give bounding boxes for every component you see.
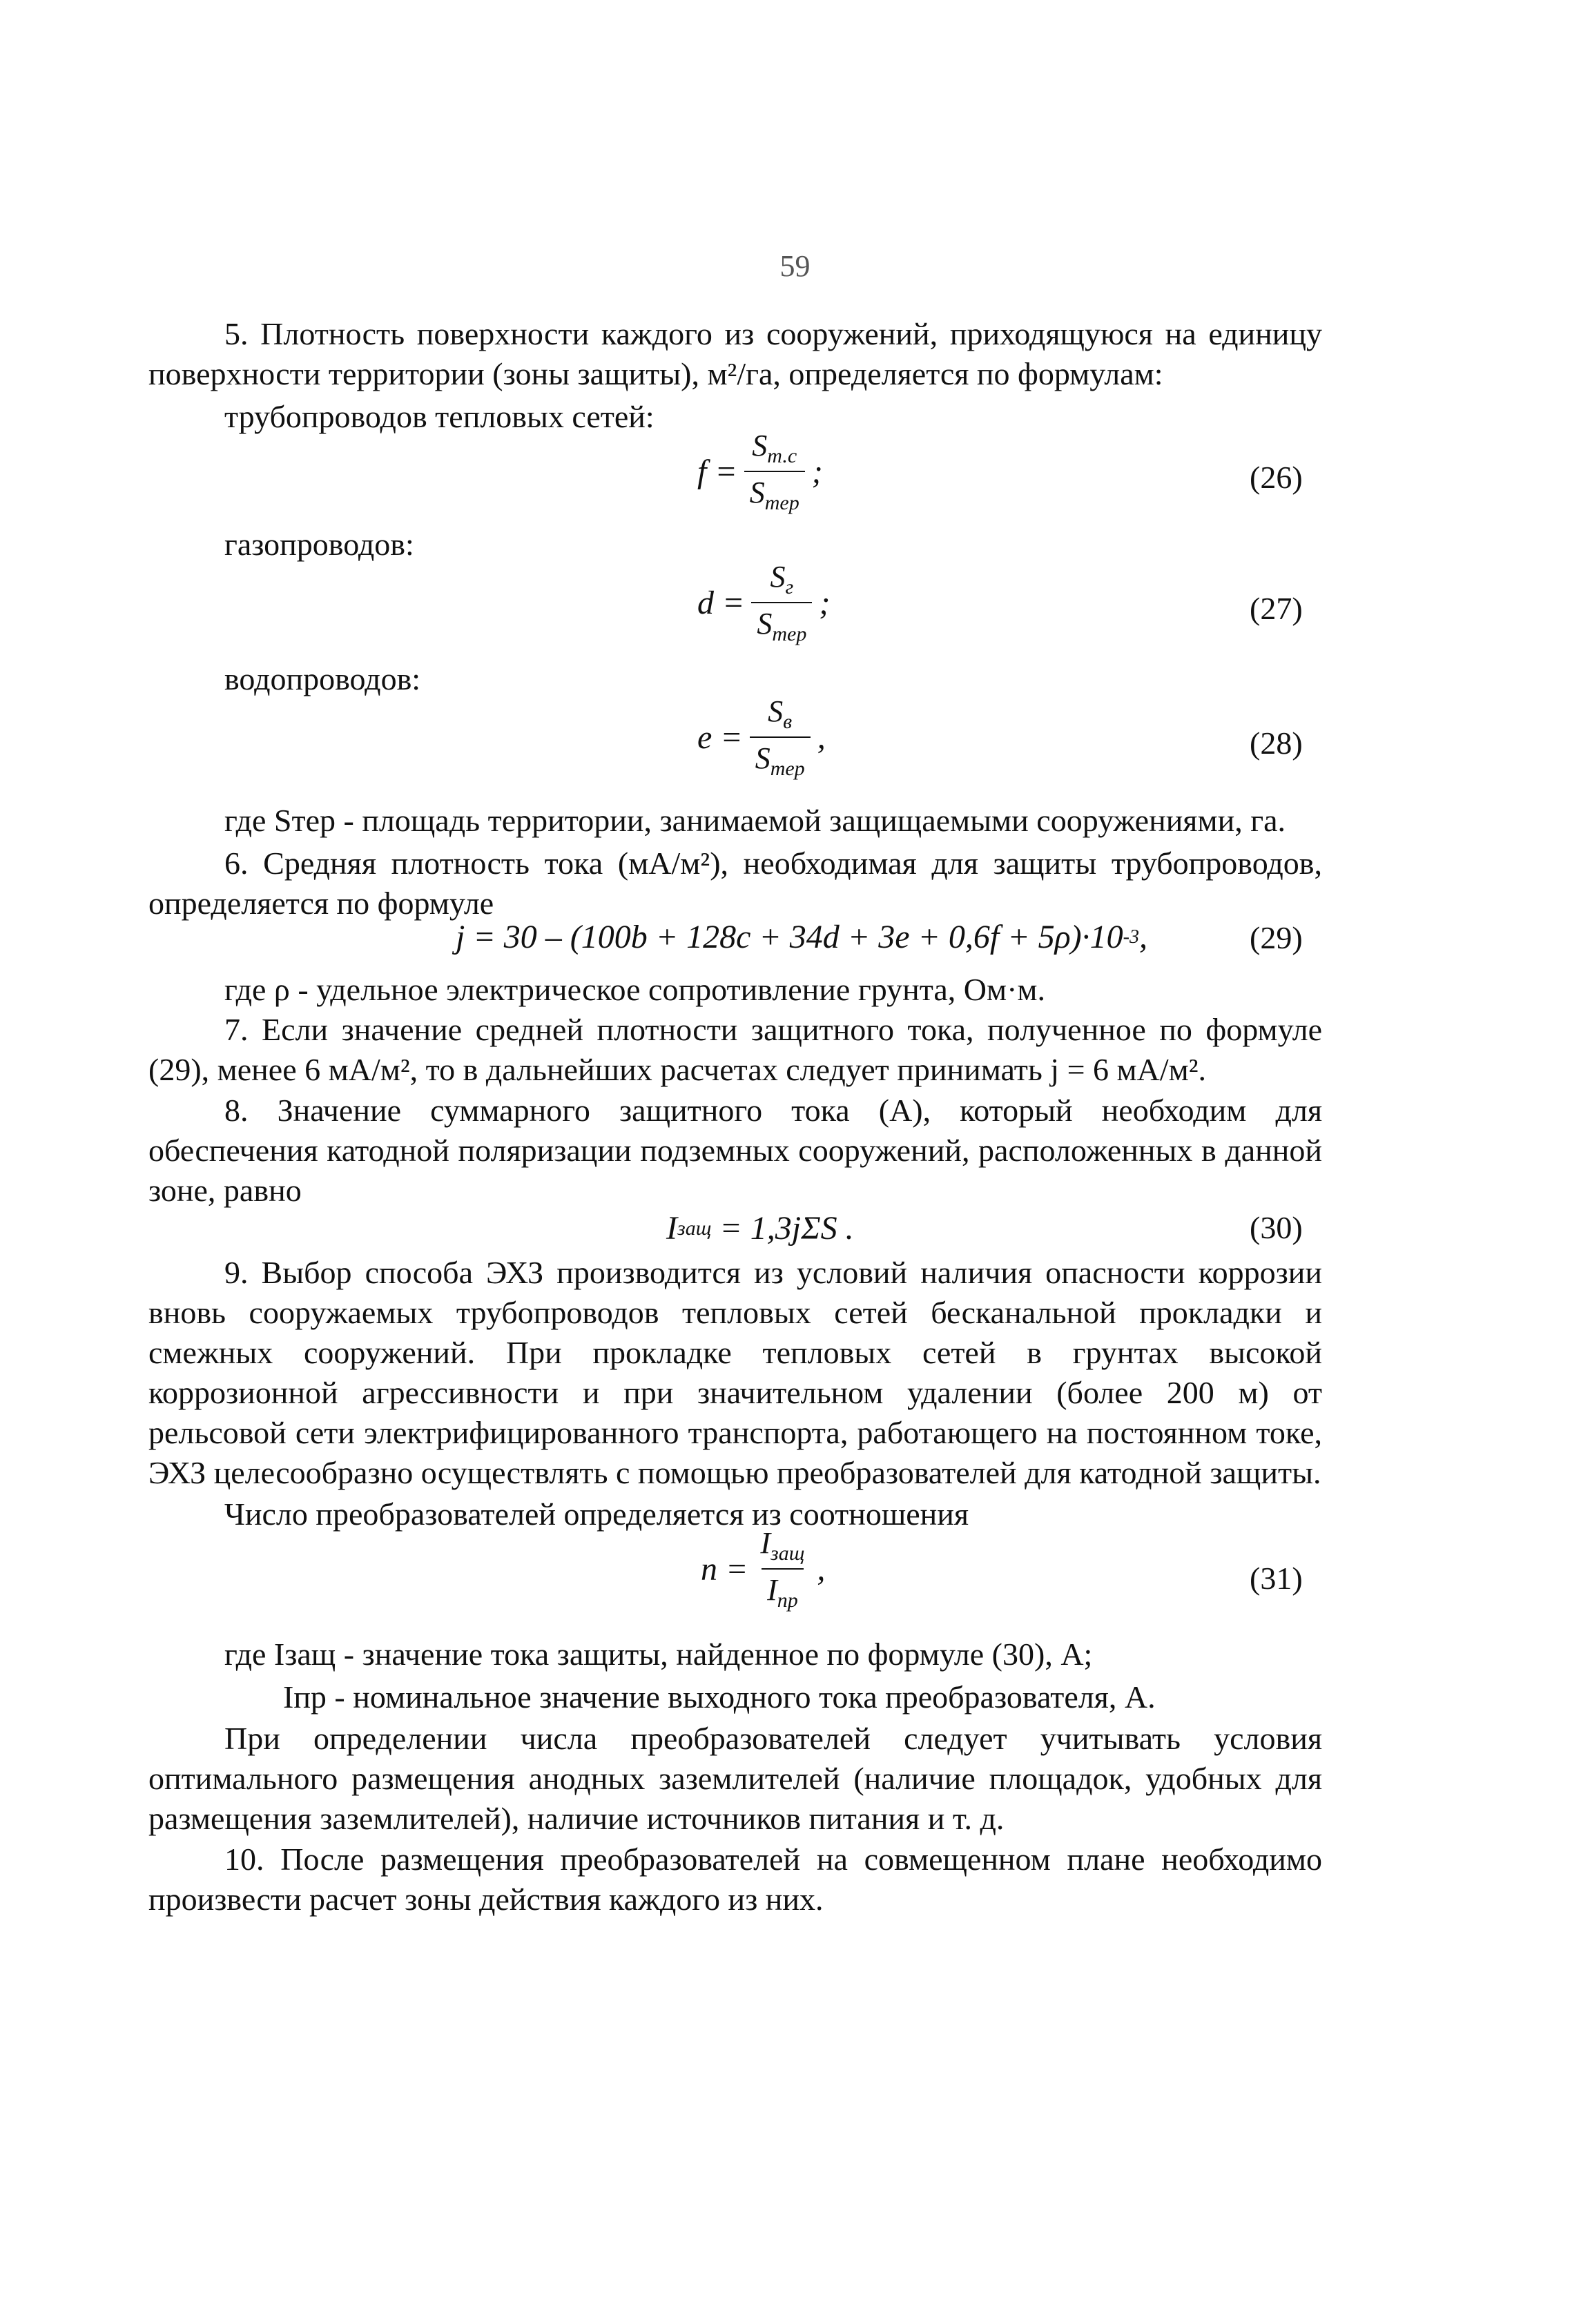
label-water-pipes: водопроводов: (224, 661, 421, 696)
formula-27-lhs: d = (697, 584, 745, 621)
formula-31: n = $\frac{I_{защ}}{I_{пр}}$ , (701, 1526, 826, 1612)
equation-number-28: (28) (1250, 725, 1303, 761)
label-heating-pipes: трубопроводов тепловых сетей: (224, 399, 655, 434)
paragraph-10: 10. После размещения преобразователей на совмещенном плане необходимо произвести расчет зоны действия каждого из них. (148, 1842, 1322, 1917)
label-gas-pipes: газопроводов: (224, 527, 414, 562)
formula-27-fraction: $\frac{S_г}{S_{тер}}$ (751, 559, 812, 646)
formula-27: d = $\frac{S_г}{S_{тер}}$ ; (697, 560, 831, 645)
paragraph-placement: При определении числа преобразователей следует учитывать условия оптимального размещения анодных заземлителей (наличие площадок, удобных для размещения заземлителей), наличие источников питания и т. д. (148, 1721, 1322, 1836)
where-i-zash: где Iзащ - значение тока защиты, найденное по формуле (30), А; (224, 1637, 1093, 1672)
equation-number-29: (29) (1250, 920, 1303, 955)
formula-29: j = 30 – (100b + 128c + 34d + 3e + 0,6f + 5ρ)·10 -3 , (456, 919, 1147, 955)
paragraph-converter-count: Число преобразователей определяется из соотношения (224, 1496, 969, 1532)
formula-30: I защ = 1,3jΣS . (666, 1210, 854, 1247)
paragraph-5: 5. Плотность поверхности каждого из сооружений, приходящуюся на единицу поверхности территории (зоны защиты), м²/га, определяется по формулам: (148, 316, 1322, 391)
equation-number-27: (27) (1250, 591, 1303, 626)
formula-31-lhs: n = (701, 1550, 748, 1588)
paragraph-7: 7. Если значение средней плотности защитного тока, полученное по формуле (29), менее 6 мА/м², то в дальнейших расчетах следует принимать j = 6 мА/м². (148, 1012, 1322, 1087)
where-rho: где ρ - удельное электрическое сопротивление грунта, Ом·м. (224, 972, 1046, 1007)
formula-26-fraction: $\frac{S_{т.с}}{S_{тер}}$ (744, 428, 805, 515)
formula-28-fraction: $\frac{S_в}{S_{тер}}$ (750, 694, 811, 781)
where-s-ter: где Sтер - площадь территории, занимаемой защищаемыми сооружениями, га. (224, 803, 1286, 838)
formula-31-fraction: $\frac{I_{защ}}{I_{пр}}$ (760, 1526, 805, 1612)
paragraph-9: 9. Выбор способа ЭХЗ производится из условий наличия опасности коррозии вновь сооружаемых трубопроводов тепловых сетей бесканальной прокладки и смежных сооружений. При прокладке тепловых сетей в грунтах высокой коррозионной агрессивности и при значительном удалении (более 200 м) от рельсовой сети электрифицированного транспорта, работающего на постоянном токе, ЭХЗ целесообразно осуществлять с помощью преобразователей для катодной защиты. (148, 1255, 1322, 1490)
formula-26-lhs: f = (697, 453, 737, 490)
paragraph-8: 8. Значение суммарного защитного тока (А), который необходим для обеспечения катодной поляризации подземных сооружений, расположенных в данной зоне, равно (148, 1093, 1322, 1208)
equation-number-26: (26) (1250, 460, 1303, 495)
paragraph-6: 6. Средняя плотность тока (мА/м²), необходимая для защиты трубопроводов, определяется по формуле (148, 846, 1322, 921)
equation-number-30: (30) (1250, 1210, 1303, 1245)
formula-28-lhs: e = (697, 719, 743, 756)
formula-26: f = $\frac{S_{т.с}}{S_{тер}}$ ; (697, 429, 823, 514)
formula-28: e = $\frac{S_в}{S_{тер}}$ , (697, 694, 826, 780)
where-i-pr: Iпр - номинальное значение выходного тока преобразователя, А. (283, 1679, 1156, 1715)
equation-number-31: (31) (1250, 1561, 1303, 1596)
page-number: 59 (779, 249, 811, 283)
